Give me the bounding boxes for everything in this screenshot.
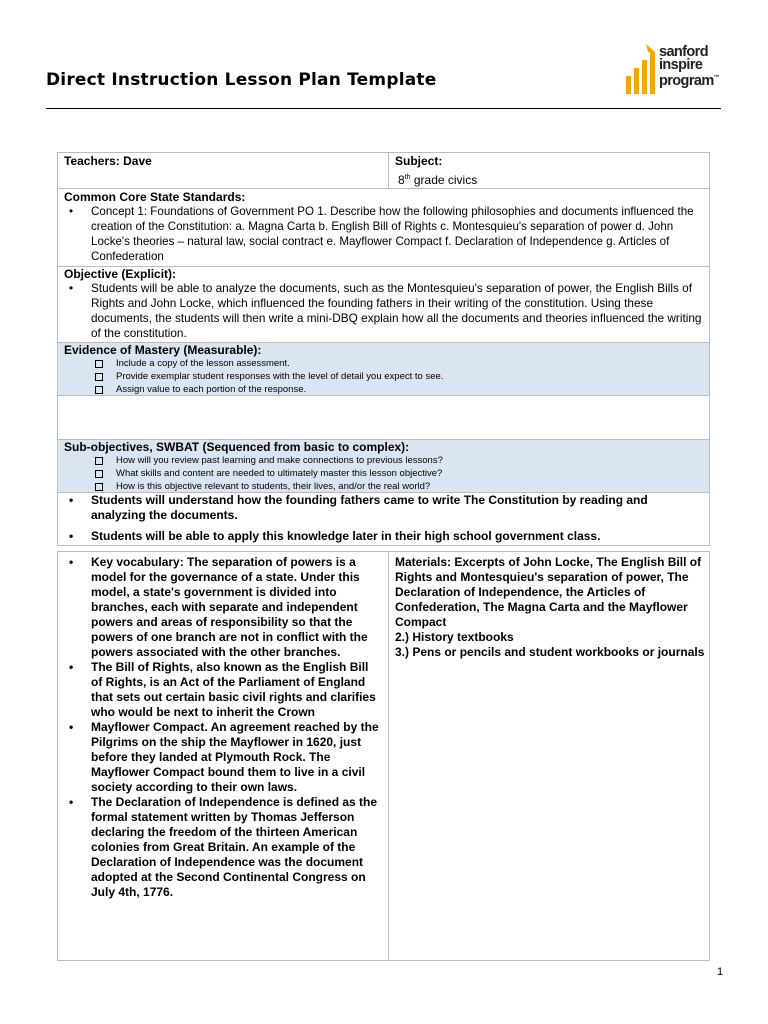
teachers-label: Teachers: Dave — [64, 154, 152, 168]
logo-wordmark: sanford inspire program™ — [659, 44, 720, 89]
swbat-item: • Students will understand how the founding fathers came to write The Constitution by reading and analyzing the documents. — [64, 493, 694, 523]
title-divider — [46, 108, 721, 109]
vocabulary-item: • Mayflower Compact. An agreement reached by the Pilgrims on the ship the Mayflower in 1620, just before they landed at Plymouth Rock. The Mayflower Compact bound them to live in a civil society according to their own laws. — [64, 720, 382, 795]
materials-item: 2.) History textbooks — [395, 630, 514, 644]
subobjective-check-item: How will you review past learning and make connections to previous lessons? — [64, 454, 709, 467]
lesson-plan-table — [57, 152, 710, 546]
objective-section — [64, 267, 704, 341]
vocabulary-item: • The Bill of Rights, also known as the English Bill of Rights, is an Act of the Parliament of England that sets out certain basic civil rights and clarifies who would be next to inherit the Crown — [64, 660, 382, 720]
materials-item: Materials: Excerpts of John Locke, The English Bill of Rights and Montesquieu's separation of power, The Declaration of Independence, the Articles of Confederation, The Magna Carta and the Mayflower Compact — [395, 555, 702, 629]
standards-section — [64, 190, 704, 264]
vocabulary-item: • The Declaration of Independence is defined as the formal statement written by Thomas Jefferson declaring the freedom of the thirteen American colonies from Great Britain. An example of the Declaration of Independence was the document adopted at the Second Continental Congress on July 4th, 1776. — [64, 795, 382, 900]
materials-item: 3.) Pens or pencils and student workbooks or journals — [395, 645, 705, 659]
objective-item: • Students will be able to analyze the documents, such as the Montesquieu's separation of power, the English Bills of Rights and John Locke, which influenced the founding fathers in their writing of the constitution. Using these documents, the students will then write a mini-DBQ explain how all the documents and theories influenced the writing of the constitution. — [64, 281, 704, 341]
page-number: 1 — [717, 966, 724, 978]
subject-value: 8th grade civics — [398, 173, 478, 187]
subject-label: Subject: — [395, 154, 443, 168]
vocabulary-cell — [64, 555, 382, 900]
vocabulary-materials-table — [57, 551, 710, 961]
subobjectives-label: Sub-objectives, SWBAT (Sequenced from basic to complex): — [64, 440, 410, 454]
vocabulary-item: • Key vocabulary: The separation of powers is a model for the governance of a state. Under this model, a state's government is divided into branches, each with separate and independent powers and areas of responsibility so that the powers of one branch are not in conflict with the powers associated with the other branches. — [64, 555, 382, 660]
subobjective-check-item: What skills and content are needed to ultimately master this lesson objective? — [64, 467, 709, 480]
materials-cell — [395, 555, 705, 660]
mastery-check-item: Include a copy of the lesson assessment. — [64, 357, 709, 370]
mastery-check-item: Provide exemplar student responses with the level of detail you expect to see. — [64, 370, 709, 383]
page-title: Direct Instruction Lesson Plan Template — [46, 70, 437, 90]
standards-item: • Concept 1: Foundations of Government PO 1. Describe how the following philosophies and documents influenced the creation of the Constitution: a. Magna Carta b. English Bill of Rights c. Montesquieu's separation of power d. John Locke's theories – natural law, social contract e. Mayflower Compact f. Declaration of Independence g. Articles of Confederation — [64, 204, 704, 264]
subobjective-check-item: How is this objective relevant to students, their lives, and/or the real world? — [64, 480, 709, 493]
mastery-label: Evidence of Mastery (Measurable): — [64, 343, 262, 357]
mastery-section — [58, 343, 709, 395]
mastery-check-item: Assign value to each portion of the response. — [64, 383, 709, 396]
standards-label: Common Core State Standards: — [64, 190, 246, 204]
sanford-logo — [624, 44, 734, 96]
teachers-cell — [64, 153, 384, 187]
subject-cell — [395, 153, 705, 187]
objective-label: Objective (Explicit): — [64, 267, 177, 281]
swbat-section — [64, 493, 694, 544]
swbat-item: • Students will be able to apply this knowledge later in their high school government class. — [64, 529, 694, 544]
subobjectives-section — [58, 440, 709, 492]
logo-bars-icon — [624, 44, 658, 96]
